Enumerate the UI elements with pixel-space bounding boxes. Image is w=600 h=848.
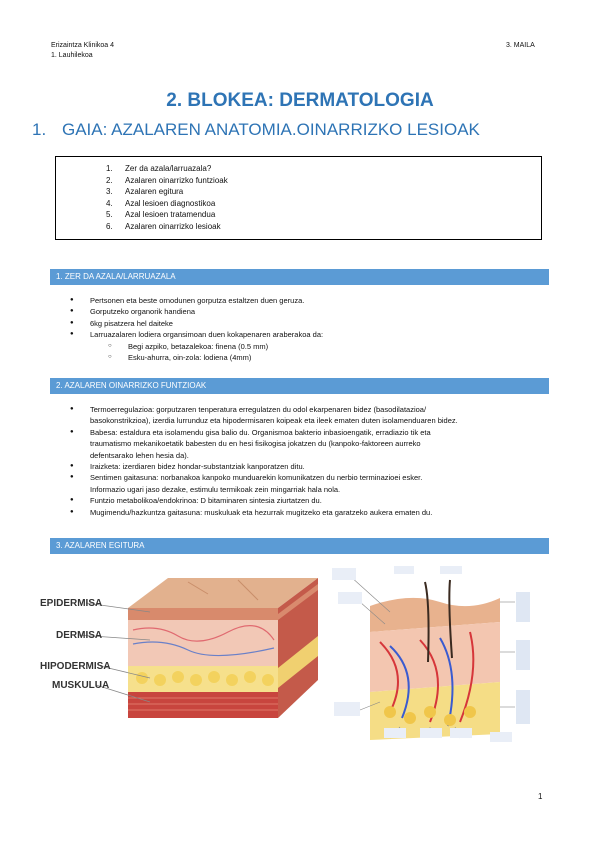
list-item: ● Termoerregulazioa: gorputzaren tenperatura erregulatzen du odol ekarpenaren bidez (basodilatazioa/ basokonstrikzioa), izerdia lurrunduz eta hipodermisaren koipeak eta ileek ematen duten isolamenduaren bidez.: [70, 404, 458, 427]
topic-text: GAIA: AZALAREN ANATOMIA.OINARRIZKO LESIOAK: [62, 120, 480, 139]
page-number: 1: [538, 792, 543, 801]
header-year: 3. MAILA: [506, 42, 535, 49]
list-item: ● Gorputzeko organorik handiena: [70, 306, 323, 317]
label-muscle: MUSKULUA: [52, 680, 110, 691]
topic-number: 1.: [32, 120, 47, 139]
section-header-3: 3. AZALAREN EGITURA: [50, 538, 549, 554]
sub-list-item: ○ Begi azpiko, betazalekoa: finena (0.5 mm): [70, 341, 323, 352]
table-of-contents: [55, 156, 542, 240]
list-item: ● Babesa: estaldura eta isolamendu gisa balio du. Organismoa bakterio inbasioengatik, erradiazio tik eta traumatismo mekanikoetatik babesten du en hesi fisikogisa jokatzen du (kanpoko-faktoreen aurreko defentsarako lehen hesia da).: [70, 427, 458, 461]
section-header-2: 2. AZALAREN OINARRIZKO FUNTZIOAK: [50, 378, 549, 394]
list-item: ● Pertsonen eta beste ornodunen gorputza estaltzen duen geruza.: [70, 295, 323, 306]
skin-layers-illustration: [38, 570, 320, 740]
toc-item: 2. Azalaren oinarrizko funtzioak: [106, 175, 228, 185]
list-item: ● Mugimendu/hazkuntza gaitasuna: muskuluak eta hezurrak mugitzeko eta garatzeko aukera ematen du.: [70, 507, 458, 518]
skin-cross-section-diagram: [330, 562, 530, 746]
label-dermis: DERMISA: [56, 630, 103, 641]
header-term: 1. Lauhilekoa: [51, 52, 93, 59]
toc-item: 1. Zer da azala/larruazala?: [106, 164, 212, 173]
toc-item: 6. Azalaren oinarrizko lesioak: [106, 221, 221, 231]
label-hypodermis: HIPODERMISA: [40, 661, 111, 672]
list-item: ● Iraizketa: izerdiaren bidez hondar-substantziak kanporatzen ditu.: [70, 461, 458, 472]
block-title: 2. BLOKEA: DERMATOLOGIA: [166, 90, 434, 111]
label-epidermis: EPIDERMISA: [40, 598, 103, 609]
topic-title: [32, 120, 480, 140]
section1-list: [70, 295, 323, 363]
header-course: Erizaintza Klinikoa 4: [51, 42, 115, 49]
sub-list-item: ○ Esku-ahurra, oin-zola: lodiena (4mm): [70, 352, 323, 363]
toc-item: 4. Azal lesioen diagnostikoa: [106, 198, 216, 208]
list-item: ● Funtzio metabolikoa/endokrinoa: D bitaminaren sintesia ziurtatzen du.: [70, 495, 458, 506]
toc-item: 3. Azalaren egitura: [106, 187, 184, 196]
section2-list: [70, 404, 458, 518]
section-header-1: 1. ZER DA AZALA/LARRUAZALA: [50, 269, 549, 285]
toc-item: 5. Azal lesioen tratamendua: [106, 210, 216, 219]
list-item: ● Sentimen gaitasuna: norbanakoa kanpoko munduarekin komunikatzen du nerbio terminazioei esker. Informazio ugari jaso dezake, estimulu termikoak zein mingarriak hala nola.: [70, 472, 458, 495]
list-item: ● Larruazalaren lodiera organsimoan duen kokapenaren araberakoa da:: [70, 329, 323, 340]
list-item: ● 6kg pisatzera hel daiteke: [70, 318, 323, 329]
